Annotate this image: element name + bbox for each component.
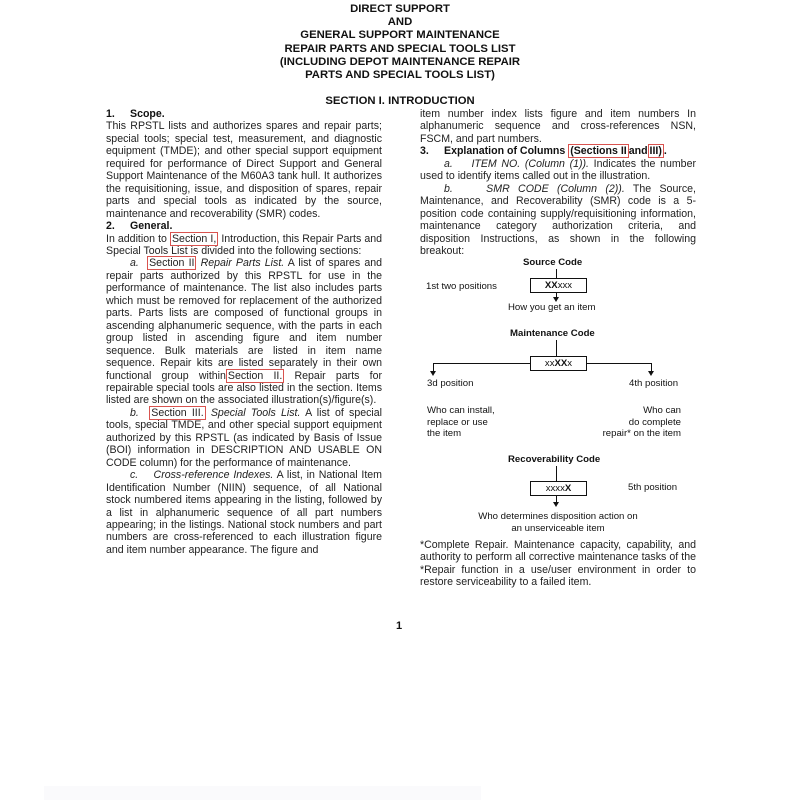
item-text: The Source, Maintenance, and Recoverability (SMR) code is a 5-position code containing supply/requisitioning information, maintenance category authorization criteria, and disposition Instructions, as shown in the following breakout: (420, 182, 696, 257)
item-letter: a. (130, 257, 139, 270)
general-item-a (106, 257, 382, 406)
item-title: SMR CODE (Column (2)). (486, 182, 625, 195)
item-title: Repair Parts List. (196, 257, 285, 270)
scope-heading-text: Scope. (130, 108, 165, 120)
source-side-label: 1st two positions (426, 281, 497, 292)
desc-line: the item (427, 428, 462, 439)
code-pre: xxxx (545, 483, 565, 494)
columns-item-b (420, 183, 696, 258)
arrow-down-icon (648, 371, 654, 376)
scope-heading (106, 108, 382, 120)
columns-number: 3. (420, 145, 429, 158)
fifth-position-label: 5th position (628, 482, 678, 493)
general-item-b (106, 407, 382, 469)
code-post: x (567, 358, 573, 369)
desc-line: replace or use (427, 416, 488, 428)
maintenance-code-title: Maintenance Code (510, 328, 595, 339)
third-position-desc (427, 405, 495, 440)
arrow-down-icon (430, 371, 436, 376)
code-bold: X (564, 483, 572, 494)
columns-item-a (420, 158, 696, 183)
scope-number: 1. (106, 108, 115, 120)
item-text: A list of special tools, special TMDE, and other special support equipment authorized by this RPSTL (as indicated by Basis of Issue (BOI) information in DESCRIPTION AND USABLE ON CODE column) for the performance of maintenance. (106, 406, 382, 469)
connector-line (556, 340, 557, 357)
item-text: A list of spares and repair parts authorized by this RPSTL for use in the performance of maintenance. The list also includes parts which must be removed for replacement of the authorized parts. Parts lists are composed of functional groups in ascending alphanumeric sequence, with the parts in each group listed in ascending figure and item number sequence. Bulk materials are listed in item name sequence. Repair kits are listed separately in their own functional group within (106, 257, 383, 382)
fourth-position-desc (603, 405, 681, 440)
scope-paragraph: This RPSTL lists and authorizes spares and repair parts; special tools; special test, measurement, and diagnostic equipment (TMDE); and other special support equipment required for performance of Direct Support and General Support Maintenance of the M60A3 tank hull. It authorizes the requisitioning, issue, and disposition of spares, repair parts and special tools as indicated by the source, maintenance and recoverability (SMR) codes. (106, 120, 382, 220)
title-line: AND (387, 16, 413, 29)
recoverability-result (420, 511, 696, 534)
item-title: ITEM NO. (Column (1)). (471, 157, 589, 170)
source-result: How you get an item (508, 302, 596, 313)
columns-heading (420, 145, 696, 157)
item-letter: a. (444, 157, 453, 170)
general-number: 2. (106, 220, 115, 233)
source-code-box (530, 278, 587, 293)
item-letter: b. (444, 182, 453, 195)
fourth-position-label: 4th position (629, 378, 679, 389)
title-line: PARTS AND SPECIAL TOOLS LIST) (305, 69, 495, 82)
general-item-c-continued: item number index lists figure and item numbers In alphanumeric sequence and cross-references NSN, FSCM, and part numbers. (420, 108, 696, 145)
item-title: Special Tools List. (205, 406, 301, 419)
page-number: 1 (396, 620, 403, 632)
recoverability-code-box (530, 481, 587, 496)
recoverability-code-title: Recoverability Code (508, 454, 601, 465)
general-heading (106, 220, 382, 232)
item-text-post: Repair parts for repairable special tools are also listed in the section. Items listed are shown on the associated illustration(s)/figure(s). (106, 369, 383, 407)
code-rest: xxx (557, 280, 573, 291)
connector-line (556, 466, 557, 482)
sections-iii-link[interactable]: III) (649, 145, 662, 158)
left-column (106, 108, 382, 556)
section-ii-link[interactable]: Section II (149, 257, 195, 270)
section-i-link[interactable]: Section I, (171, 232, 217, 245)
title-line: REPAIR PARTS AND SPECIAL TOOLS LIST (284, 42, 516, 55)
item-text: A list, in National Item Identification Number (NIIN) sequence, of all National stock numbered items appearing in the listing, followed by a list in alphanumeric sequence of all part numbers appearing; in the listings. National stock numbers and part numbers are cross-referenced to each illustration figure and item number appearance. The figure and (106, 469, 382, 556)
item-letter: c. (130, 469, 139, 482)
general-intro-pre: In addition to (106, 232, 170, 245)
smr-code-diagram (420, 257, 696, 537)
item-letter: b. (130, 406, 139, 419)
third-position-label: 3d position (427, 378, 474, 389)
arrow-down-icon (553, 502, 559, 507)
title-line: GENERAL SUPPORT MAINTENANCE (300, 29, 500, 42)
desc-line: repair* on the item (602, 428, 681, 439)
code-bold: XX (544, 280, 558, 291)
title-line: DIRECT SUPPORT (350, 3, 450, 15)
result-line: an unserviceable item (511, 522, 605, 534)
title-line: (INCLUDING DEPOT MAINTENANCE REPAIR (279, 55, 521, 68)
page-edge-strip (44, 786, 481, 800)
desc-line: Who can install, (427, 405, 495, 416)
columns-heading-and: and (628, 145, 648, 158)
right-column (420, 108, 696, 257)
columns-heading-period: . (663, 145, 667, 158)
connector-line (556, 269, 557, 278)
item-title: Cross-reference Indexes. (153, 469, 274, 482)
general-heading-text: General. (130, 220, 173, 233)
general-intro-post: Introduction, this Repair Parts and Special Tools List is divided into the following sections: (106, 232, 383, 257)
desc-line: do complete (628, 416, 681, 428)
connector-line (433, 363, 530, 364)
desc-line: Who can (643, 405, 681, 416)
complete-repair-footnote: *Complete Repair. Maintenance capacity, capability, and authority to perform all corrective maintenance tasks of the *Repair function in a use/user environment in order to restore serviceability to a failed item. (420, 539, 696, 589)
result-line: Who determines disposition action on (478, 511, 638, 522)
code-pre: xx (544, 358, 555, 369)
sections-ii-link[interactable]: (Sections II (570, 145, 627, 158)
document-title (250, 3, 550, 82)
maintenance-code-box (530, 356, 587, 371)
connector-line (586, 363, 652, 364)
section-ii-link-2[interactable]: Section II. (227, 369, 283, 382)
code-bold: XX (554, 358, 568, 369)
section-iii-link[interactable]: Section III. (151, 406, 204, 419)
general-intro (106, 233, 382, 258)
section-heading: SECTION I. INTRODUCTION (325, 95, 475, 107)
general-item-c (106, 469, 382, 556)
source-code-title: Source Code (523, 257, 583, 268)
columns-heading-text: Explanation of Columns (444, 145, 569, 158)
item-text: Indicates the number used to identify items called out in the illustration. (420, 157, 696, 183)
